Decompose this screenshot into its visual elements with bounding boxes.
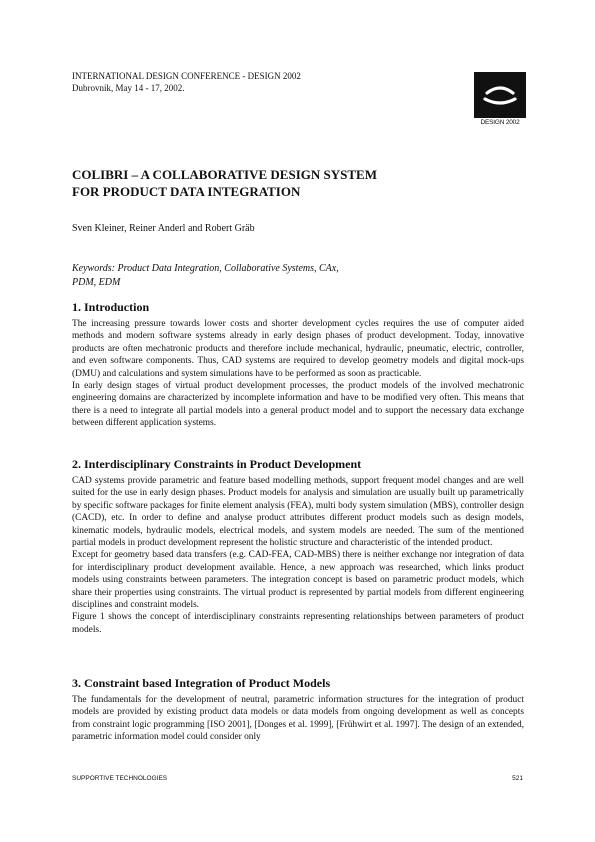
page-number: 521: [512, 775, 523, 782]
section-heading-constraint-based-integration: 3. Constraint based Integration of Product Models: [72, 676, 331, 690]
authors: Sven Kleiner, Reiner Anderl and Robert Gräb: [72, 223, 255, 234]
paragraph: Figure 1 shows the concept of interdisciplinary constraints representing relationships between parameters of product models.: [72, 612, 524, 635]
paragraph: In early design stages of virtual product development processes, the product models of the involved mechatronic engineering domains are characterized by incomplete information and have to be modified very often. This means that there is a need to integrate all partial models into a general product model and to support the necessary data exchange between different application systems.: [72, 381, 524, 429]
logo-arcs-icon: [474, 72, 526, 118]
logo-mark: [474, 72, 526, 118]
paragraph: The fundamentals for the development of neutral, parametric information structures for the integration of product models are provided by existing product data models or data models from ongoing development as well as concepts from constraint logic programming [ISO 2001], [Donges et al. 1999], [Frühwirt et al. 1997]. The design of an extended, parametric information model could consider only: [72, 695, 524, 743]
keywords: [72, 262, 402, 290]
design-2002-logo: [474, 72, 526, 124]
paragraph: Except for geometry based data transfers (e.g. CAD-FEA, CAD-MBS) there is neither exchange nor integration of data for interdisciplinary product development available. Hence, a new approach was researched, which links product models using constraints between parameters. The integration concept is based on parametric product models, which share their properties using constraints. The virtual product is represented by partial models from different engineering disciplines and constraint models.: [72, 550, 524, 611]
paper-title-line-2: FOR PRODUCT DATA INTEGRATION: [72, 184, 301, 199]
conference-location-date: Dubrovnik, May 14 - 17, 2002.: [72, 83, 185, 93]
keywords-line-2: PDM, EDM: [72, 277, 121, 288]
keywords-line-1: Keywords: Product Data Integration, Collaborative Systems, CAx,: [72, 263, 339, 274]
section-heading-introduction: 1. Introduction: [72, 300, 150, 314]
logo-caption: DESIGN 2002: [480, 119, 520, 126]
section-heading-interdisciplinary-constraints: 2. Interdisciplinary Constraints in Product Development: [72, 457, 362, 471]
section-body-introduction: [72, 318, 524, 430]
paper-title: [72, 166, 472, 200]
section-body-interdisciplinary-constraints: [72, 475, 524, 636]
conference-name: INTERNATIONAL DESIGN CONFERENCE - DESIGN 2002: [72, 71, 301, 81]
conference-header: [72, 70, 301, 94]
section-body-constraint-based-integration: [72, 694, 524, 744]
paragraph: CAD systems provide parametric and feature based modelling methods, support frequent model changes and are well suited for the use in early design phases. Product models for analysis and simulation are usually built up parametrically by specific software packages for finite element analysis (FEA), multi body system simulation (MBS), controller design (CACD), etc. In order to define and analyse product attributes different product models such as design models, kinematic models, hydraulic models, electrical models, and system models are needed. The sum of the mentioned partial models in product development represent the holistic structure and characteristic of the intended product.: [72, 476, 524, 549]
paragraph: The increasing pressure towards lower costs and shorter development cycles requires the use of computer aided methods and modern software systems already in early design phases of product development. Today, innovative products are often mechatronic products and therefore include mechanical, hydraulic, pneumatic, electric, controller, and even software components. Thus, CAD systems are required to develop geometry models and digital mock-ups (DMU) and calculations and system simulations have to be performed as soon as practicable.: [72, 319, 524, 379]
footer-section-label: SUPPORTIVE TECHNOLOGIES: [72, 775, 168, 782]
paper-title-line-1: COLIBRI – A COLLABORATIVE DESIGN SYSTEM: [72, 167, 377, 182]
